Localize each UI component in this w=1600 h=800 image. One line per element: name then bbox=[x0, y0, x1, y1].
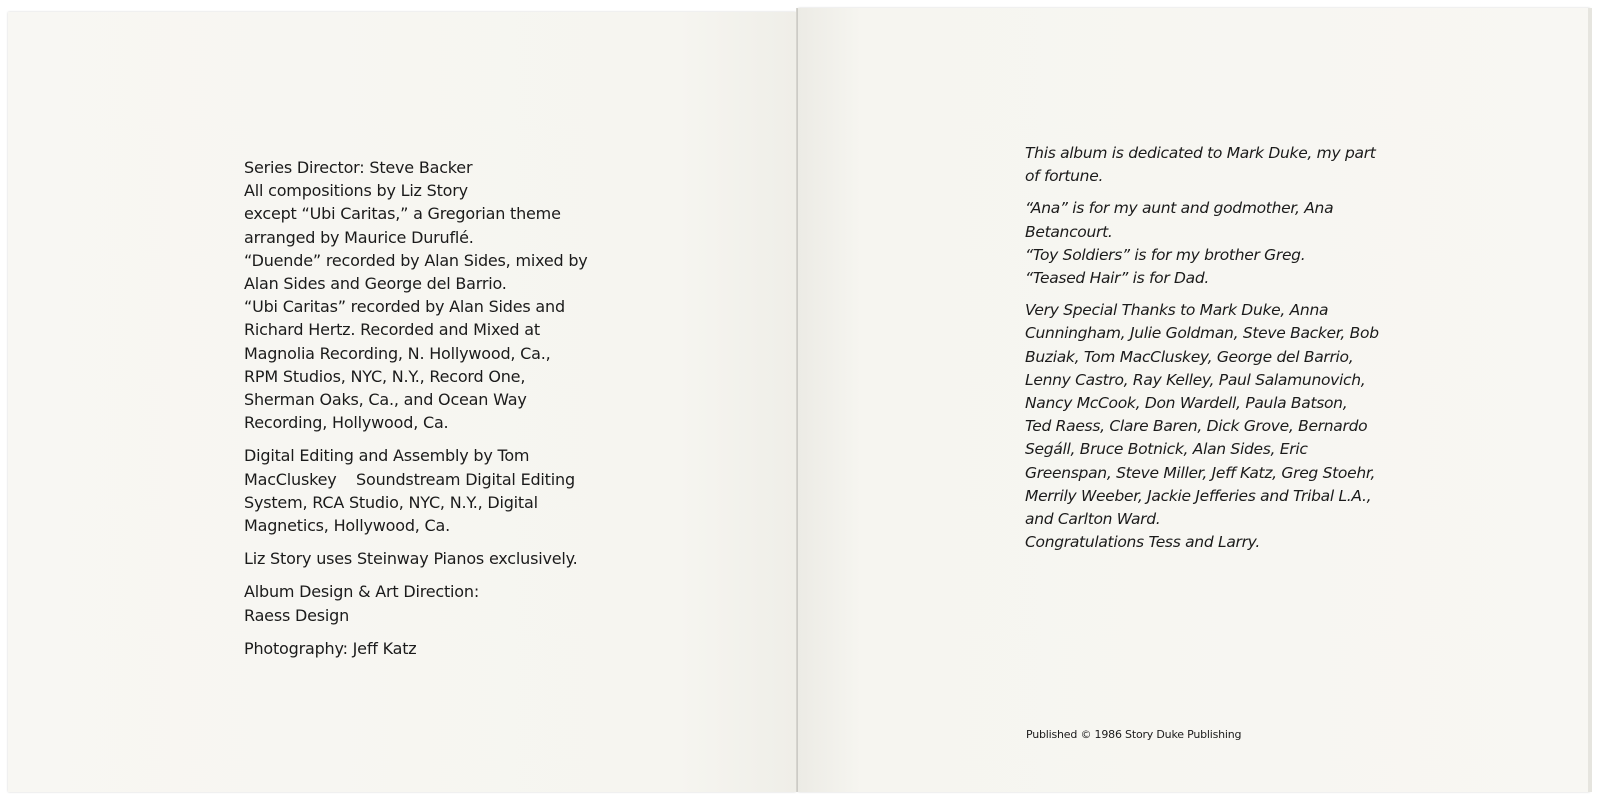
text-line: Buziak, Tom MacCluskey, George del Barrio, bbox=[1025, 347, 1354, 366]
text-line: Digital Editing and Assembly by Tom bbox=[244, 446, 530, 466]
text-line: Greenspan, Steve Miller, Jeff Katz, Greg Stoehr, bbox=[1025, 463, 1376, 482]
text-line: Magnetics, Hollywood, Ca. bbox=[244, 516, 451, 536]
text-line: Album Design & Art Direction: bbox=[244, 582, 480, 602]
text-line: “Toy Soldiers” is for my brother Greg. bbox=[1025, 245, 1306, 264]
dedication-text bbox=[1025, 142, 1385, 563]
text-line: Lenny Castro, Ray Kelley, Paul Salamunovich, bbox=[1025, 370, 1366, 389]
text-line: Very Special Thanks to Mark Duke, Anna bbox=[1025, 301, 1329, 320]
text-line: Merrily Weeber, Jackie Jefferies and Tribal L.A., bbox=[1025, 486, 1372, 505]
text-line: Liz Story uses Steinway Pianos exclusively. bbox=[244, 549, 578, 569]
credits-text bbox=[244, 156, 604, 670]
text-line: Magnolia Recording, N. Hollywood, Ca., bbox=[244, 343, 551, 363]
text-line: Alan Sides and George del Barrio. bbox=[244, 274, 507, 294]
text-line: Series Director: Steve Backer bbox=[244, 158, 473, 177]
dedication-paragraph-2 bbox=[1025, 197, 1385, 290]
left-page bbox=[8, 12, 796, 792]
text-line: “Ana” is for my aunt and godmother, Ana bbox=[1025, 199, 1334, 218]
text-line: All compositions by Liz Story bbox=[244, 181, 468, 201]
text-line: of fortune. bbox=[1025, 167, 1104, 186]
thanks-paragraph bbox=[1025, 299, 1385, 554]
text-line: Congratulations Tess and Larry. bbox=[1025, 533, 1260, 552]
text-line: RPM Studios, NYC, N.Y., Record One, bbox=[244, 366, 526, 386]
text-line: Cunningham, Julie Goldman, Steve Backer, Bob bbox=[1025, 324, 1379, 343]
text-line: Sherman Oaks, Ca., and Ocean Way bbox=[244, 390, 527, 410]
credits-paragraph-3 bbox=[244, 547, 604, 570]
text-line: and Carlton Ward. bbox=[1025, 510, 1161, 529]
credits-paragraph-2 bbox=[244, 444, 604, 537]
dedication-paragraph-1 bbox=[1025, 142, 1385, 188]
credits-paragraph-5 bbox=[244, 637, 604, 660]
text-line: MacCluskey Soundstream Digital Editing bbox=[244, 469, 575, 489]
credits-paragraph-1 bbox=[244, 156, 604, 434]
text-line: “Duende” recorded by Alan Sides, mixed by bbox=[244, 250, 588, 270]
text-line: Nancy McCook, Don Wardell, Paula Batson, bbox=[1025, 394, 1348, 413]
text-line: Raess Design bbox=[244, 605, 350, 625]
text-line: Betancourt. bbox=[1025, 222, 1113, 241]
text-line: Recording, Hollywood, Ca. bbox=[244, 413, 449, 433]
text-line: “Teased Hair” is for Dad. bbox=[1025, 269, 1210, 288]
page-edge bbox=[1588, 8, 1592, 792]
publishing-notice: Published © 1986 Story Duke Publishing bbox=[1026, 728, 1242, 741]
text-line: Segáll, Bruce Botnick, Alan Sides, Eric bbox=[1025, 440, 1308, 459]
text-line: Richard Hertz. Recorded and Mixed at bbox=[244, 320, 540, 340]
text-line: Photography: Jeff Katz bbox=[244, 638, 417, 658]
text-line: “Ubi Caritas” recorded by Alan Sides and bbox=[244, 297, 565, 317]
text-line: System, RCA Studio, NYC, N.Y., Digital bbox=[244, 492, 538, 512]
text-line: Ted Raess, Clare Baren, Dick Grove, Bernardo bbox=[1025, 417, 1368, 436]
credits-paragraph-4 bbox=[244, 580, 604, 626]
text-line: arranged by Maurice Duruflé. bbox=[244, 227, 474, 247]
text-line: except “Ubi Caritas,” a Gregorian theme bbox=[244, 204, 561, 224]
text-line: This album is dedicated to Mark Duke, my part bbox=[1025, 144, 1376, 162]
